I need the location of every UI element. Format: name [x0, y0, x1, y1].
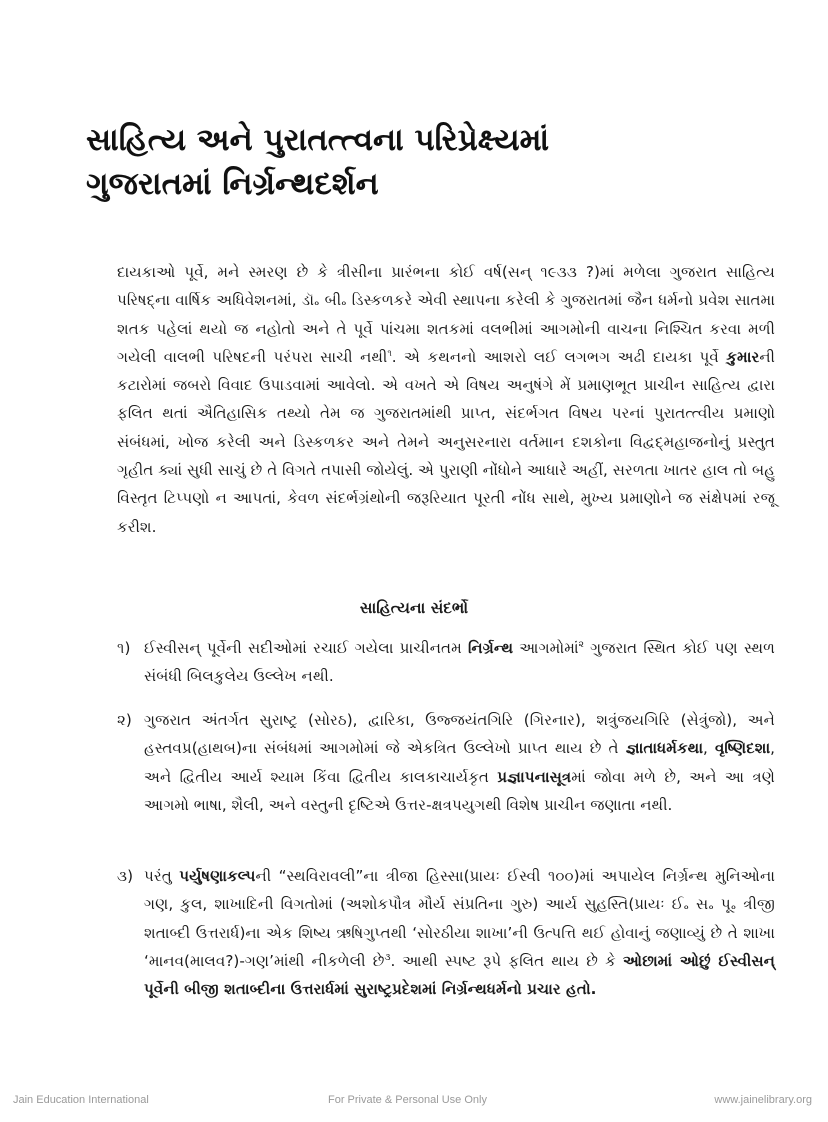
item-text: ઈસ્વીસન્ પૂર્વેની સદીઓમાં રચાઈ ગયેલા પ્રાચીનતમ નિર્ગ્રન્થ આગમોમાં$^૨$ ગુજરાત સ્થિત કોઈ પણ સ્થળ સંબંધી બિલકુલેય ઉલ્લેખ નથી. [144, 639, 775, 686]
journal-name: કુમાર [726, 347, 760, 366]
list-item [117, 634, 775, 691]
footnote-marker: ૧ [387, 348, 392, 359]
item-text: ગુજરાત અંતર્ગત સુરાષ્ટ્ર (સોરઠ), દ્વારિકા, ઉજ્જયંતગિરિ (ગિરનાર), શત્રુંજયગિરિ (સેત્રુંજો), અને હસ્તવપ્ર(હાથબ)ના સંબંધમાં આગમોમાં જે એકત્રિત ઉલ્લેખો પ્રાપ્ત થાય છે તે જ્ઞાતાધર્મકથા, વૃષ્ણિદશા, અને દ્વિતીય આર્ય શ્યામ કિંવા દ્વિતીય કાલકાચાર્યકૃત પ્રજ્ઞાપનાસૂત્રમાં જોવા મળે છે, અને આ ત્રણે આગમો ભાષા, શૈલી, અને વસ્તુની દૃષ્ટિએ ઉત્તર-ક્ષત્રપયુગથી વિશેષ પ્રાચીન જણાતા નથી. [144, 711, 775, 814]
intro-paragraph [117, 258, 775, 541]
intro-text: ની કટારોમાં જબરો વિવાદ ઉપાડવામાં આવેલો. એ વખતે એ વિષય અનુષંગે મેં પ્રમાણભૂત પ્રાચીન સાહિત્ય દ્વારા ફલિત થતાં ઐતિહાસિક તથ્યો તેમ જ ગુજરાતમાંથી પ્રાપ્ત, સંદર્ભગત વિષય પરનાં પુરાતત્ત્વીય પ્રમાણો સંબંધમાં, ખોજ કરેલી અને ડિસ્કળકર અને તેમને અનુસરનારા વર્તમાન દશકોના વિદ્વદ્‌મહાજનોનું પ્રસ્તુત ગૃહીત ક્યાં સુધી સાચું છે તે વિગતે તપાસી જોયેલું. એ પુરાણી નોંધોને આધારે અહીં, સરળતા ખાતર હાલ તો બહુ વિસ્તૃત ટિપ્પણો ન આપતાં, કેવળ સંદર્ભગ્રંથોની જરૂરિયાત પૂરતી નોંધ સાથે, મુખ્ય પ્રમાણોને જ સંક્ષેપમાં રજૂ કરીશ. [117, 347, 775, 536]
item-number: ૩) [117, 867, 134, 885]
item-text: પરંતુ પર્યુષણાકલ્પની “સ્થવિરાવલી”ના ત્રીજા હિસ્સા(પ્રાયઃ ઈસ્વી ૧૦૦)માં અપાયેલ નિર્ગ્રન્થ મુનિઓના ગણ, કુલ, શાખાદિની વિગતોમાં (અશોકપૌત્ર મૌર્ય સંપ્રતિના ગુરુ) આર્ય સુહસ્તિ(પ્રાયઃ ઈ૰ સ૰ પૂ૰ ત્રીજી શતાબ્દી ઉત્તરાર્ધ)ના એક શિષ્ય ઋષિગુપ્તથી ‘સોરઠીયા શાખા’ની ઉત્પત્તિ થઈ હોવાનું જણાવ્યું છે તે શાખા ‘માનવ(માલવ?)-ગણ’માંથી નીકળેલી છે$^૩$. આથી સ્પષ્ટ રૂપે ફલિત થાય છે કે ઓછામાં ઓછું ઈસ્વીસન્ પૂર્વેની બીજી શતાબ્દીના ઉત્તરાર્ધમાં સુરાષ્ટ્રપ્રદેશમાં નિર્ગ્રન્થધર્મનો પ્રચાર હતો. [144, 867, 775, 999]
page-title [86, 118, 646, 206]
section-heading: સાહિત્યના સંદર્ભો [359, 599, 469, 617]
footnote-marker: ૨ [578, 639, 584, 650]
list-item [117, 706, 775, 819]
intro-text: . એ કથનનો આશરો લઈ લગભગ અઢી દાયકા પૂર્વે [391, 347, 727, 366]
footer-usage-note: For Private & Personal Use Only [328, 1094, 487, 1106]
title-line-1: સાહિત્ય અને પુરાતત્ત્વના પરિપ્રેક્ષ્યમાં [86, 122, 550, 158]
list-item [117, 862, 775, 1003]
footnote-marker: ૩ [384, 952, 391, 963]
intro-text: દાયકાઓ પૂર્વે, મને સ્મરણ છે કે ત્રીસીના પ્રારંભના કોઈ વર્ષ(સન્ ૧૯૩૩ ?)માં મળેલા ગુજરાત સાહિત્ય પરિષદ્‌ના વાર્ષિક અધિવેશનમાં, ડૉ૰ બી૰ ડિસ્કળકરે એવી સ્થાપના કરેલી કે ગુજરાતમાં જૈન ધર્મનો પ્રવેશ સાતમા શતક પહેલાં થયો જ નહોતો અને તે પૂર્વે પાંચમા શતકમાં વલભીમાં આગમોની વાચના નિશ્ચિત કરવા મળી ગયેલી વાલભી પરિષદની પરંપરા સાચી નથી [117, 263, 775, 366]
footer-publisher: Jain Education International [13, 1094, 149, 1106]
item-number: ૧) [117, 639, 131, 657]
title-line-2: ગુજરાતમાં નિર્ગ્રન્થદર્શન [86, 166, 379, 202]
page-footer [0, 1094, 828, 1110]
footer-website-link[interactable]: www.jainelibrary.org [714, 1094, 812, 1106]
item-number: ૨) [117, 711, 132, 729]
